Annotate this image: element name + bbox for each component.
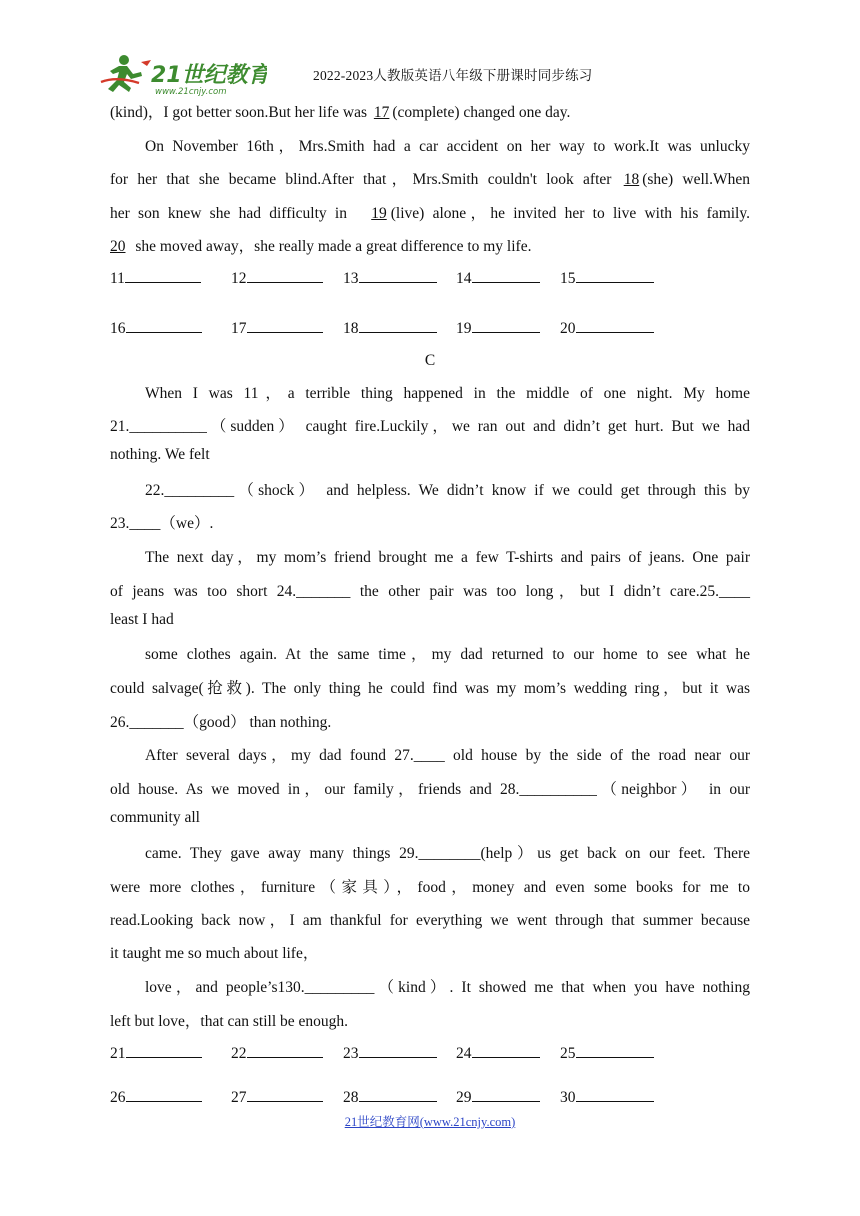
answer-number: 22: [231, 1045, 247, 1062]
answer-line: [247, 1087, 323, 1102]
answer-blank[interactable]: [456, 318, 540, 338]
answer-line: [126, 1043, 202, 1058]
answer-blank[interactable]: [231, 1087, 323, 1107]
answer-line: [472, 268, 540, 283]
answer-row-c1: [110, 1043, 670, 1065]
answer-blank[interactable]: [456, 268, 540, 288]
passage-line: [110, 100, 750, 122]
passage-line: were more clothes，furniture（家具），food，money and even some books for me to: [110, 879, 750, 896]
answer-line: [247, 1043, 323, 1058]
passage-line: of jeans was too short 24._______ the other pair was too long，but I didn’t care.25.____: [110, 583, 750, 600]
answer-blank[interactable]: [343, 268, 437, 288]
answer-number: 16: [110, 320, 126, 337]
passage-line: nothing. We felt: [110, 446, 210, 463]
answer-blank[interactable]: [560, 268, 654, 288]
runner-logo-icon: [97, 52, 267, 98]
blank-number: 20: [110, 238, 126, 255]
passage-line: community all: [110, 809, 200, 826]
passage-line: After several days，my dad found 27.____ old house by the side of the road near our: [145, 747, 750, 764]
text-segment: (kind)，I got better soon.But her life was: [110, 104, 371, 121]
answer-blank[interactable]: [343, 1087, 437, 1107]
passage-line: read.Looking back now，I am thankful for everything we went through that summer because: [110, 912, 750, 929]
passage-line: left but love，that can still be enough.: [110, 1013, 349, 1030]
answer-blank[interactable]: [456, 1043, 540, 1063]
text-segment: she moved away，she really made a great difference to my life.: [131, 238, 532, 255]
passage-line: could salvage(抢救). The only thing he could find was my mom’s wedding ring，but it was: [110, 680, 750, 697]
passage-line: On November 16th，Mrs.Smith had a car accident on her way to work.It was unlucky: [145, 138, 750, 155]
answer-number: 14: [456, 270, 472, 287]
answer-blank[interactable]: [110, 268, 201, 288]
answer-line: [576, 318, 654, 333]
answer-row-b2: [110, 318, 670, 340]
answer-number: 15: [560, 270, 576, 287]
answer-blank[interactable]: [343, 318, 437, 338]
passage-line: some clothes again. At the same time，my dad returned to our home to see what he: [145, 646, 750, 663]
answer-blank[interactable]: [343, 1043, 437, 1063]
answer-blank[interactable]: [456, 1087, 540, 1107]
page-header: [0, 0, 860, 100]
answer-blank[interactable]: [231, 318, 323, 338]
answer-line: [247, 268, 323, 283]
passage-line: [110, 201, 750, 223]
answer-line: [576, 268, 654, 283]
answer-line: [472, 1043, 540, 1058]
answer-line: [359, 1087, 437, 1102]
logo: [97, 52, 267, 98]
answer-blank[interactable]: [560, 318, 654, 338]
passage-line: least I had: [110, 611, 174, 628]
passage-line: old house. As we moved in，our family，friends and 28.__________（neighbor） in our: [110, 781, 750, 798]
answer-number: 18: [343, 320, 359, 337]
answer-line: [359, 1043, 437, 1058]
answer-number: 12: [231, 270, 247, 287]
passage-line: The next day，my mom’s friend brought me a few T-shirts and pairs of jeans. One pair: [145, 549, 750, 566]
passage-line: came. They gave away many things 29.________(help）us get back on our feet. There: [145, 845, 750, 862]
answer-line: [472, 318, 540, 333]
answer-blank[interactable]: [231, 268, 323, 288]
answer-number: 21: [110, 1045, 126, 1062]
passage-line: 22._________（shock） and helpless. We didn’t know if we could get through this by: [145, 482, 750, 499]
answer-number: 29: [456, 1089, 472, 1106]
answer-line: [125, 268, 201, 283]
footer-link[interactable]: 21世纪教育网(www.21cnjy.com): [344, 1115, 516, 1129]
answer-line: [576, 1087, 654, 1102]
answer-row-c2: [110, 1087, 670, 1109]
text-segment: (complete) changed one day.: [392, 104, 571, 121]
answer-line: [472, 1087, 540, 1102]
answer-blank[interactable]: [110, 318, 202, 338]
answer-row-b1: [110, 268, 670, 290]
answer-line: [359, 268, 437, 283]
passage-line: it taught me so much about life，: [110, 945, 319, 962]
answer-line: [576, 1043, 654, 1058]
text-segment: (she) well.When: [642, 171, 750, 188]
answer-number: 30: [560, 1089, 576, 1106]
answer-number: 11: [110, 270, 125, 287]
answer-blank[interactable]: [560, 1043, 654, 1063]
passage-line: [110, 234, 750, 256]
section-heading: C: [424, 352, 436, 369]
answer-number: 26: [110, 1089, 126, 1106]
answer-number: 17: [231, 320, 247, 337]
answer-number: 27: [231, 1089, 247, 1106]
text-segment: for her that she became blind.After that，Mrs.Smith couldn't look after: [110, 171, 621, 188]
passage-line: [110, 167, 750, 189]
answer-number: 24: [456, 1045, 472, 1062]
answer-blank[interactable]: [110, 1043, 202, 1063]
passage-line: When I was 11，a terrible thing happened in the middle of one night. My home: [145, 385, 750, 402]
header-title: 2022-2023人教版英语八年级下册课时同步练习: [313, 68, 593, 83]
answer-number: 25: [560, 1045, 576, 1062]
blank-number: 17: [373, 104, 390, 121]
passage-line: 21.__________（sudden） caught fire.Luckily，we ran out and didn’t get hurt. But we had: [110, 418, 750, 435]
text-segment: (live) alone，he invited her to live with his family.: [390, 205, 750, 222]
answer-number: 20: [560, 320, 576, 337]
blank-number: 18: [623, 171, 640, 188]
answer-blank[interactable]: [560, 1087, 654, 1107]
blank-number: 19: [371, 205, 387, 222]
logo-text: 21世纪教育: [151, 63, 267, 88]
answer-line: [126, 318, 202, 333]
answer-number: 13: [343, 270, 359, 287]
answer-blank[interactable]: [110, 1087, 202, 1107]
passage-line: 23.____（we）.: [110, 515, 214, 532]
answer-line: [359, 318, 437, 333]
answer-line: [247, 318, 323, 333]
text-segment: her son knew she had difficulty in: [110, 205, 356, 222]
passage-line: 26._______（good） than nothing.: [110, 714, 332, 731]
answer-number: 23: [343, 1045, 359, 1062]
passage-line: love，and people’s130._________（kind）. It showed me that when you have nothing: [145, 979, 750, 996]
answer-blank[interactable]: [231, 1043, 323, 1063]
logo-url: www.21cnjy.com: [155, 87, 227, 97]
answer-line: [126, 1087, 202, 1102]
answer-number: 19: [456, 320, 472, 337]
answer-number: 28: [343, 1089, 359, 1106]
